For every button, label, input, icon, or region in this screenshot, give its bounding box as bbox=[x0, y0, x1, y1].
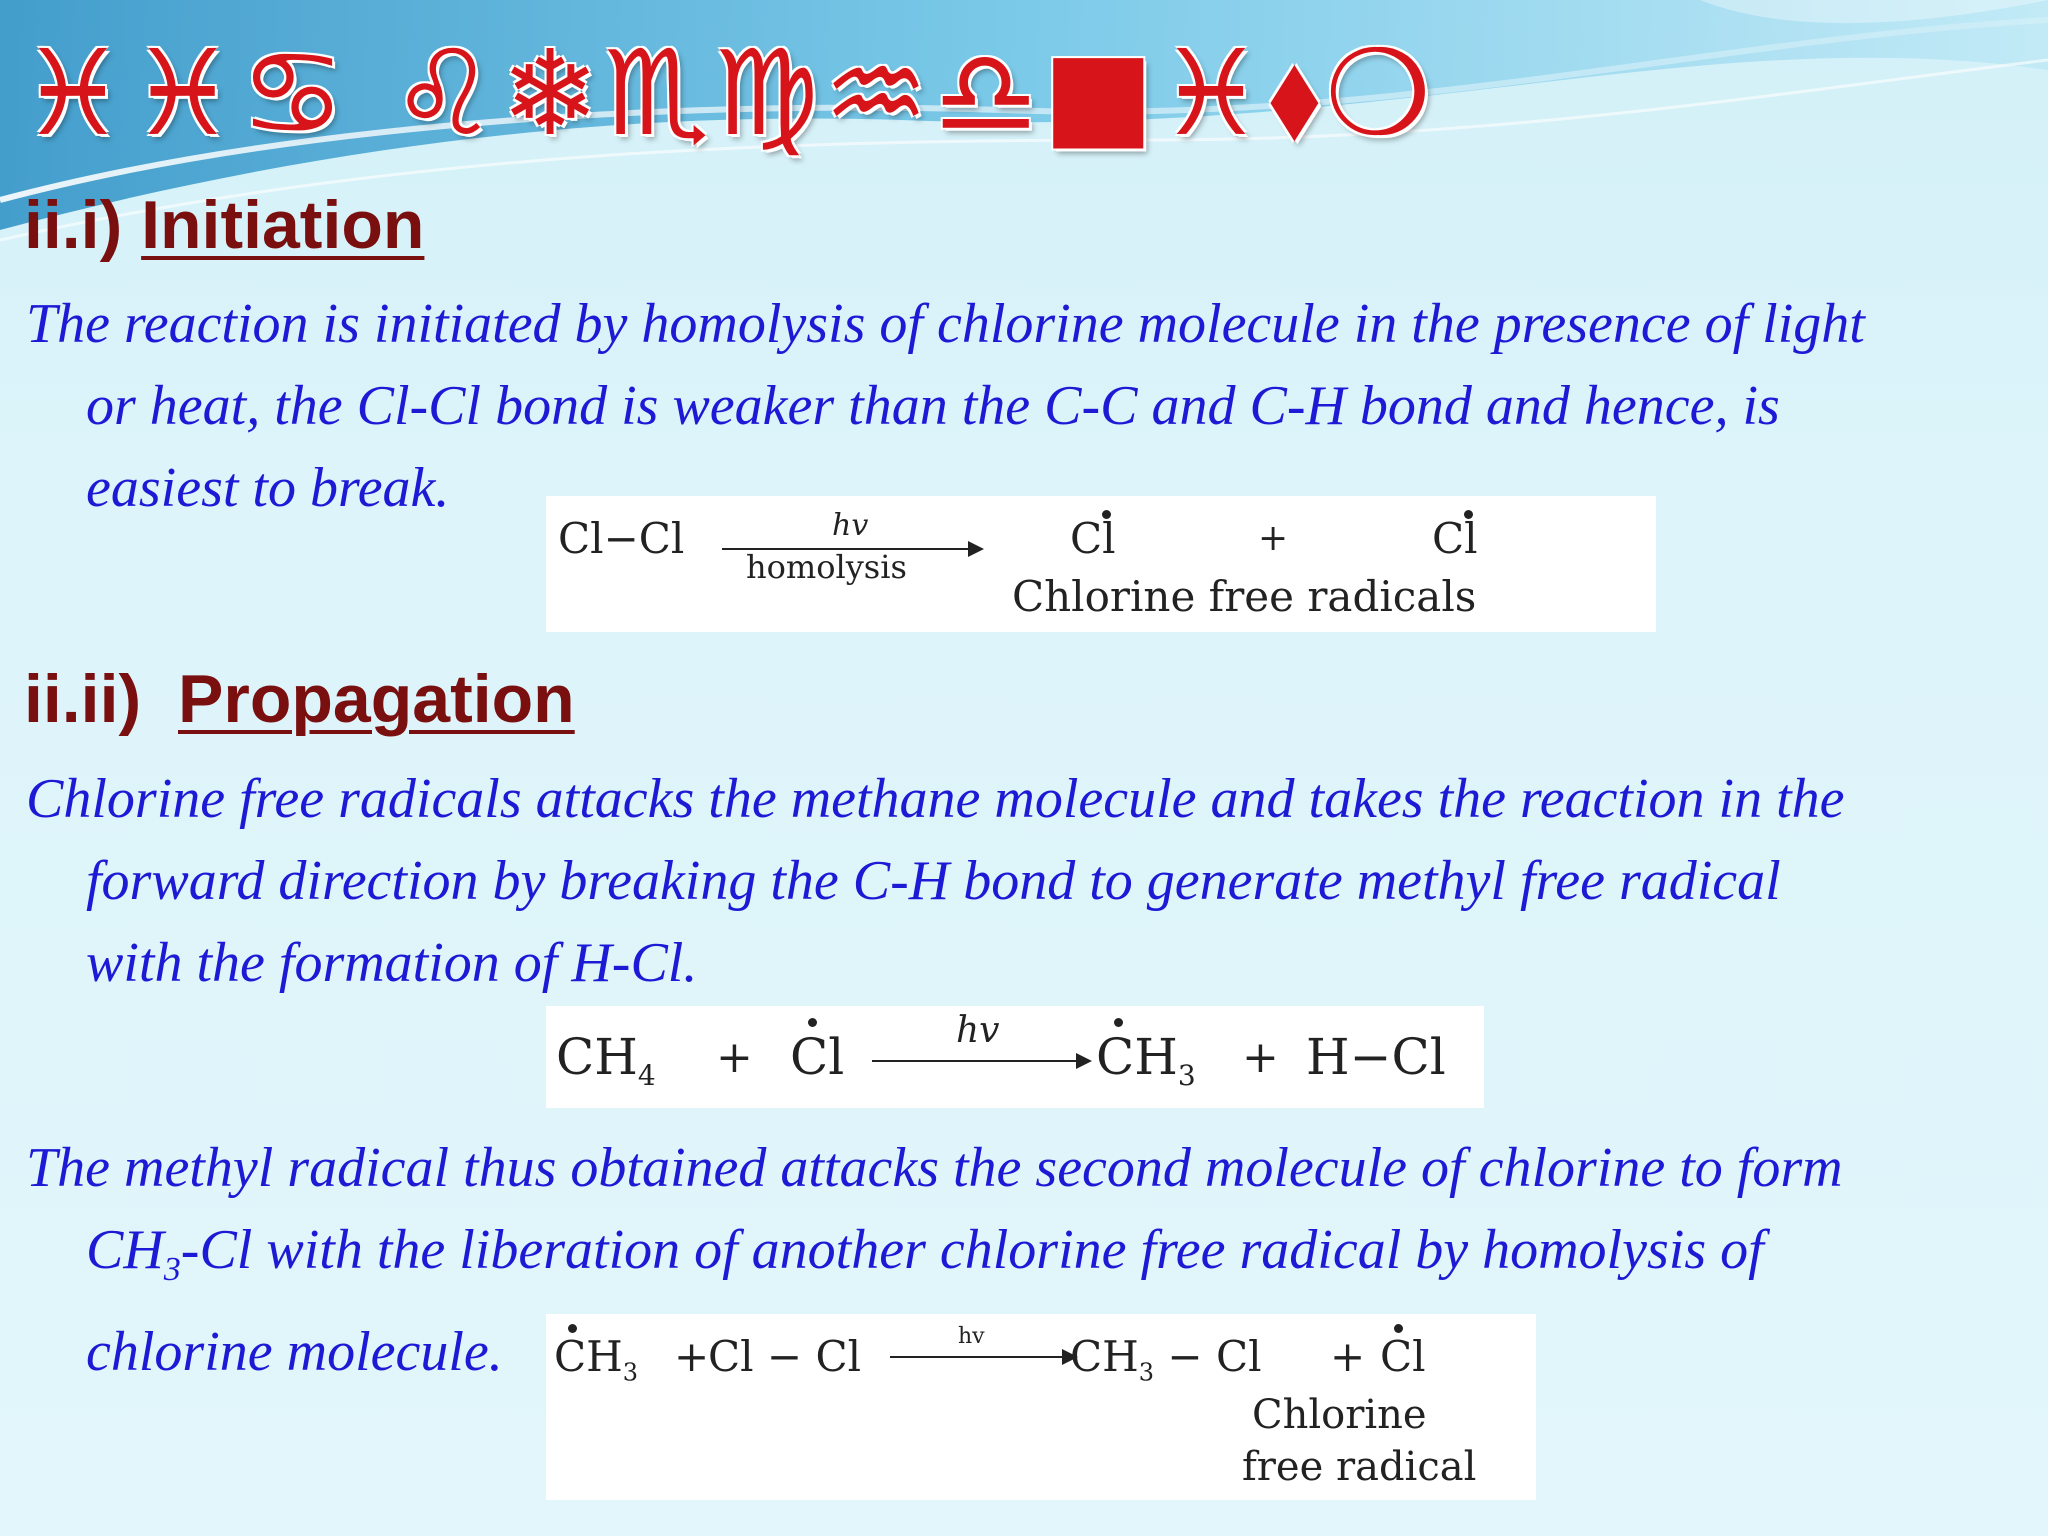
eq2-radical-dot-ch3 bbox=[1114, 1018, 1123, 1027]
initiation-line-2: or heat, the Cl-Cl bond is weaker than the C-C and C-H bond and hence, is bbox=[86, 375, 1780, 437]
propagation-line-5: $CH_3-Cl$ with the liberation of another chlorine free radical by homolysis of bbox=[86, 1219, 1764, 1289]
eq2-ch3: $CH_3$ bbox=[1096, 1028, 1196, 1092]
eq3-cl: Cl bbox=[1380, 1332, 1426, 1381]
propagation-line-6: chlorine molecule. bbox=[86, 1321, 503, 1384]
propagation-equation-2 bbox=[546, 1314, 1536, 1500]
eq3-ch3: $CH_3$ bbox=[554, 1332, 639, 1387]
eq2-arrow bbox=[872, 1060, 1090, 1062]
propagation-line-2: forward direction by breaking the C-H bond to generate methyl free radical bbox=[86, 850, 1781, 912]
propagation-paragraph bbox=[26, 758, 1976, 1004]
eq2-ch4: $CH_4$ bbox=[556, 1028, 656, 1092]
eq2-radical-dot-cl bbox=[808, 1018, 817, 1027]
initiation-line-3: easiest to break. bbox=[86, 457, 450, 519]
eq3-caption-1: Chlorine bbox=[1252, 1392, 1427, 1438]
eq3-clcl: Cl − Cl bbox=[708, 1332, 862, 1381]
initiation-heading bbox=[24, 186, 424, 264]
slide-title: ♓♓♋ ♌❄♏♍♒♎■♓⬧❍ bbox=[20, 24, 1435, 162]
eq1-arrow-top: hv bbox=[832, 508, 869, 543]
eq1-product-1: Cl bbox=[1070, 514, 1116, 563]
eq3-plus-2: + bbox=[1330, 1332, 1366, 1381]
initiation-title: Initiation bbox=[141, 187, 425, 263]
eq3-product-sub: 3 bbox=[1138, 1358, 1155, 1387]
eq2-ch3-sub: 3 bbox=[1177, 1059, 1196, 1092]
initiation-line-1: The reaction is initiated by homolysis of chlorine molecule in the presence of light bbox=[26, 293, 1865, 355]
eq2-cl: Cl bbox=[790, 1028, 845, 1086]
eq3-plus-1: + bbox=[674, 1332, 710, 1381]
eq1-product-2: Cl bbox=[1432, 514, 1478, 563]
propagation-line-1: Chlorine free radicals attacks the methane molecule and takes the reaction in the bbox=[26, 768, 1845, 830]
propagation-equation-1 bbox=[546, 1006, 1484, 1108]
propagation-title: Propagation bbox=[178, 661, 575, 737]
propagation-heading bbox=[24, 660, 575, 738]
eq1-plus: + bbox=[1258, 518, 1289, 559]
propagation-line-4: The methyl radical thus obtained attacks the second molecule of chlorine to form bbox=[26, 1137, 1843, 1199]
eq2-plus-1: + bbox=[716, 1032, 753, 1083]
eq1-caption: Chlorine free radicals bbox=[1012, 572, 1477, 621]
initiation-equation bbox=[546, 496, 1656, 632]
initiation-paragraph bbox=[26, 283, 1976, 529]
eq1-arrow-bottom: homolysis bbox=[746, 548, 907, 586]
eq1-reactant: Cl−Cl bbox=[558, 514, 685, 563]
eq2-plus-2: + bbox=[1242, 1032, 1279, 1083]
eq3-caption-2: free radical bbox=[1242, 1444, 1477, 1490]
eq2-hcl: H−Cl bbox=[1306, 1028, 1446, 1086]
eq3-arrow bbox=[890, 1356, 1076, 1358]
initiation-number: ii.i) bbox=[24, 187, 123, 263]
eq3-ch3-sub: 3 bbox=[622, 1358, 639, 1387]
eq2-arrow-top: hv bbox=[956, 1010, 1000, 1051]
propagation-line-5-sub: 3 bbox=[163, 1251, 181, 1289]
eq2-ch4-sub: 4 bbox=[637, 1059, 656, 1092]
propagation-line-3: with the formation of H-Cl. bbox=[86, 932, 698, 994]
propagation-number: ii.ii) bbox=[24, 661, 142, 737]
eq3-arrow-top: hv bbox=[958, 1324, 985, 1349]
eq3-product: $CH_3 - Cl$ bbox=[1070, 1332, 1262, 1387]
